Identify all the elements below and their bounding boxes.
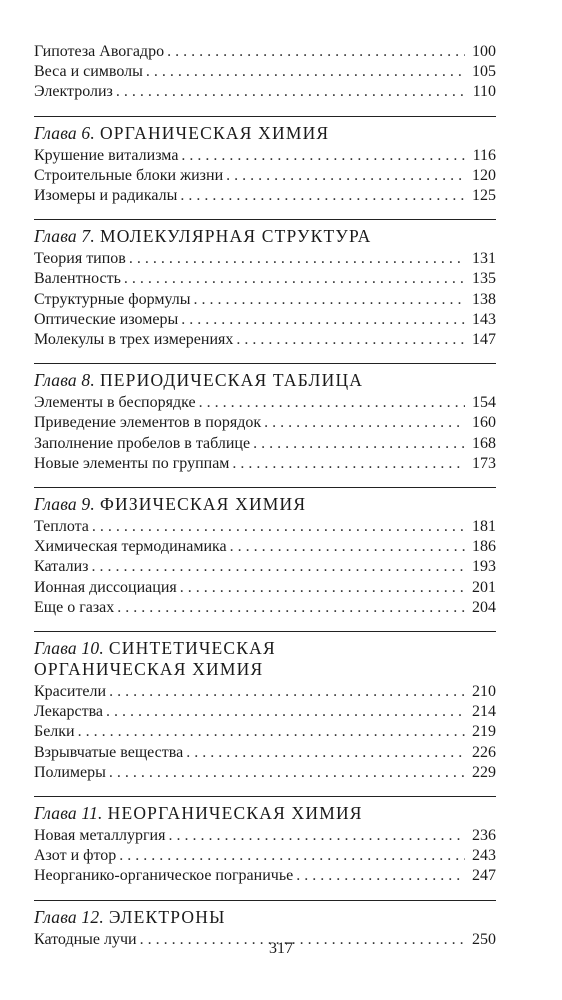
chapter-label: Глава 6.: [34, 122, 95, 143]
entry-title: Еще о газах: [34, 598, 115, 616]
chapter-label: Глава 7.: [34, 226, 95, 247]
entry-title: Молекулы в трех измерениях: [34, 331, 234, 349]
dot-leader: [253, 434, 465, 454]
entry-page-number: 229: [472, 763, 496, 781]
entry-page-number: 105: [472, 63, 496, 81]
toc-entry: [34, 166, 496, 186]
entry-page-number: 168: [472, 434, 496, 452]
entry-page-number: 193: [472, 558, 496, 576]
chapter-title: СИНТЕТИЧЕСКАЯ ОРГАНИЧЕСКАЯ ХИМИЯ: [34, 638, 276, 680]
toc-entry: [34, 454, 496, 474]
entry-page-number: 116: [472, 146, 496, 164]
chapter-label: Глава 8.: [34, 370, 95, 391]
toc-entry: [34, 866, 496, 886]
chapter-title: МОЛЕКУЛЯРНАЯ СТРУКТУРА: [99, 226, 372, 247]
dot-leader: [181, 310, 465, 330]
toc-entry: [34, 42, 496, 62]
toc-entry: [34, 763, 496, 783]
entry-page-number: 120: [472, 166, 496, 184]
entry-title: Заполнение пробелов в таблице: [34, 434, 251, 452]
entry-title: Электролиз: [34, 83, 113, 101]
dot-leader: [296, 866, 465, 886]
chapter-label: Глава 11.: [34, 803, 103, 824]
entry-page-number: 210: [472, 683, 496, 701]
entry-page-number: 138: [472, 290, 496, 308]
dot-leader: [124, 269, 465, 289]
toc-entry: [34, 557, 496, 577]
toc-entry: [34, 537, 496, 557]
entry-page-number: 110: [472, 83, 496, 101]
entry-page-number: 135: [472, 270, 496, 288]
entry-title: Катализ: [34, 558, 89, 576]
chapter-divider: [34, 631, 496, 632]
entry-page-number: 214: [472, 703, 496, 721]
chapter-divider: [34, 116, 496, 117]
dot-leader: [264, 413, 465, 433]
dot-leader: [226, 166, 465, 186]
chapter-title: НЕОРГАНИЧЕСКАЯ ХИМИЯ: [107, 803, 363, 824]
entry-page-number: 236: [472, 827, 496, 845]
chapter-section: [34, 487, 496, 618]
entry-title: Теория типов: [34, 250, 126, 268]
toc-entry: [34, 598, 496, 618]
dot-leader: [146, 62, 465, 82]
chapter-section: [34, 631, 496, 783]
entry-title: Приведение элементов в порядок: [34, 414, 262, 432]
toc-entry: [34, 743, 496, 763]
dot-leader: [119, 846, 465, 866]
dot-leader: [106, 702, 465, 722]
entry-title: Строительные блоки жизни: [34, 166, 224, 184]
entry-title: Крушение витализма: [34, 146, 179, 164]
entry-title: Взрывчатые вещества: [34, 743, 184, 761]
dot-leader: [181, 146, 465, 166]
dot-leader: [167, 42, 465, 62]
chapter-label: Глава 9.: [34, 494, 95, 515]
entry-title: Азот и фтор: [34, 847, 117, 865]
entry-title: Красители: [34, 683, 107, 701]
chapter-divider: [34, 219, 496, 220]
toc-entry: [34, 826, 496, 846]
entry-title: Структурные формулы: [34, 290, 191, 308]
entry-page-number: 173: [472, 454, 496, 472]
chapter-section: [34, 219, 496, 350]
toc-entry: [34, 330, 496, 350]
toc-entry: [34, 146, 496, 166]
chapter-divider: [34, 363, 496, 364]
chapter-heading: [34, 638, 496, 680]
dot-leader: [78, 722, 465, 742]
entry-page-number: 131: [472, 250, 496, 268]
chapter-title: ЭЛЕКТРОНЫ: [108, 906, 226, 927]
entry-page-number: 186: [472, 538, 496, 556]
chapter-title: ОРГАНИЧЕСКАЯ ХИМИЯ: [99, 122, 330, 143]
entry-page-number: 226: [472, 743, 496, 761]
chapter-label: Глава 12.: [34, 906, 104, 927]
entry-title: Неорганико-органическое пограничье: [34, 867, 294, 885]
entry-title: Элементы в беспорядке: [34, 394, 196, 412]
dot-leader: [230, 537, 465, 557]
dot-leader: [186, 743, 465, 763]
chapter-heading: [34, 226, 496, 247]
toc-entry: [34, 517, 496, 537]
chapter-label: Глава 10.: [34, 638, 104, 659]
entry-page-number: 219: [472, 723, 496, 741]
entry-title: Валентность: [34, 270, 121, 288]
toc-entry: [34, 62, 496, 82]
toc-entry: [34, 578, 496, 598]
dot-leader: [180, 578, 465, 598]
dot-leader: [232, 454, 465, 474]
toc-entry: [34, 682, 496, 702]
chapter-divider: [34, 796, 496, 797]
entry-title: Теплота: [34, 518, 89, 536]
chapter-section: [34, 116, 496, 207]
chapter-section: [34, 796, 496, 887]
chapter-heading: [34, 803, 496, 824]
dot-leader: [92, 517, 465, 537]
entry-page-number: 143: [472, 310, 496, 328]
entry-page-number: 250: [472, 930, 496, 948]
chapter-section: [34, 42, 496, 103]
dot-leader: [129, 249, 465, 269]
dot-leader: [236, 330, 465, 350]
entry-title: Лекарства: [34, 703, 104, 721]
chapter-title: ПЕРИОДИЧЕСКАЯ ТАБЛИЦА: [99, 370, 364, 391]
entry-title: Новые элементы по группам: [34, 454, 230, 472]
chapter-heading: [34, 907, 496, 928]
entry-page-number: 100: [472, 43, 496, 60]
chapter-heading: [34, 494, 496, 515]
entry-title: Химическая термодинамика: [34, 538, 227, 556]
table-of-contents: [34, 42, 496, 963]
chapter-divider: [34, 900, 496, 901]
dot-leader: [168, 826, 465, 846]
chapter-divider: [34, 487, 496, 488]
entry-title: Ионная диссоциация: [34, 578, 177, 596]
entry-title: Изомеры и радикалы: [34, 187, 178, 205]
toc-entry: [34, 434, 496, 454]
entry-title: Гипотеза Авогадро: [34, 43, 165, 60]
toc-entry: [34, 702, 496, 722]
entry-page-number: 160: [472, 414, 496, 432]
entry-title: Катодные лучи: [34, 930, 137, 948]
chapter-heading: [34, 370, 496, 391]
toc-entry: [34, 82, 496, 102]
entry-title: Оптические изомеры: [34, 310, 179, 328]
entry-page-number: 201: [472, 578, 496, 596]
entry-page-number: 243: [472, 847, 496, 865]
toc-entry: [34, 846, 496, 866]
entry-page-number: 154: [472, 394, 496, 412]
toc-entry: [34, 186, 496, 206]
dot-leader: [193, 290, 465, 310]
dot-leader: [116, 82, 465, 102]
chapter-heading: [34, 123, 496, 144]
dot-leader: [180, 186, 465, 206]
entry-page-number: 147: [472, 331, 496, 349]
toc-entry: [34, 290, 496, 310]
toc-entry: [34, 310, 496, 330]
entry-title: Полимеры: [34, 763, 106, 781]
toc-entry: [34, 413, 496, 433]
dot-leader: [199, 393, 465, 413]
entry-page-number: 247: [472, 867, 496, 885]
toc-entry: [34, 249, 496, 269]
dot-leader: [117, 598, 465, 618]
entry-title: Веса и символы: [34, 63, 143, 81]
toc-entry: [34, 269, 496, 289]
entry-page-number: 181: [472, 518, 496, 536]
toc-entry: [34, 393, 496, 413]
toc-entry: [34, 722, 496, 742]
dot-leader: [109, 682, 465, 702]
entry-page-number: 125: [472, 187, 496, 205]
entry-title: Новая металлургия: [34, 827, 166, 845]
page-number: 317: [269, 940, 293, 957]
entry-title: Белки: [34, 723, 75, 741]
chapter-section: [34, 363, 496, 474]
chapter-title: ФИЗИЧЕСКАЯ ХИМИЯ: [99, 494, 307, 515]
entry-page-number: 204: [472, 598, 496, 616]
dot-leader: [109, 763, 465, 783]
dot-leader: [91, 557, 465, 577]
